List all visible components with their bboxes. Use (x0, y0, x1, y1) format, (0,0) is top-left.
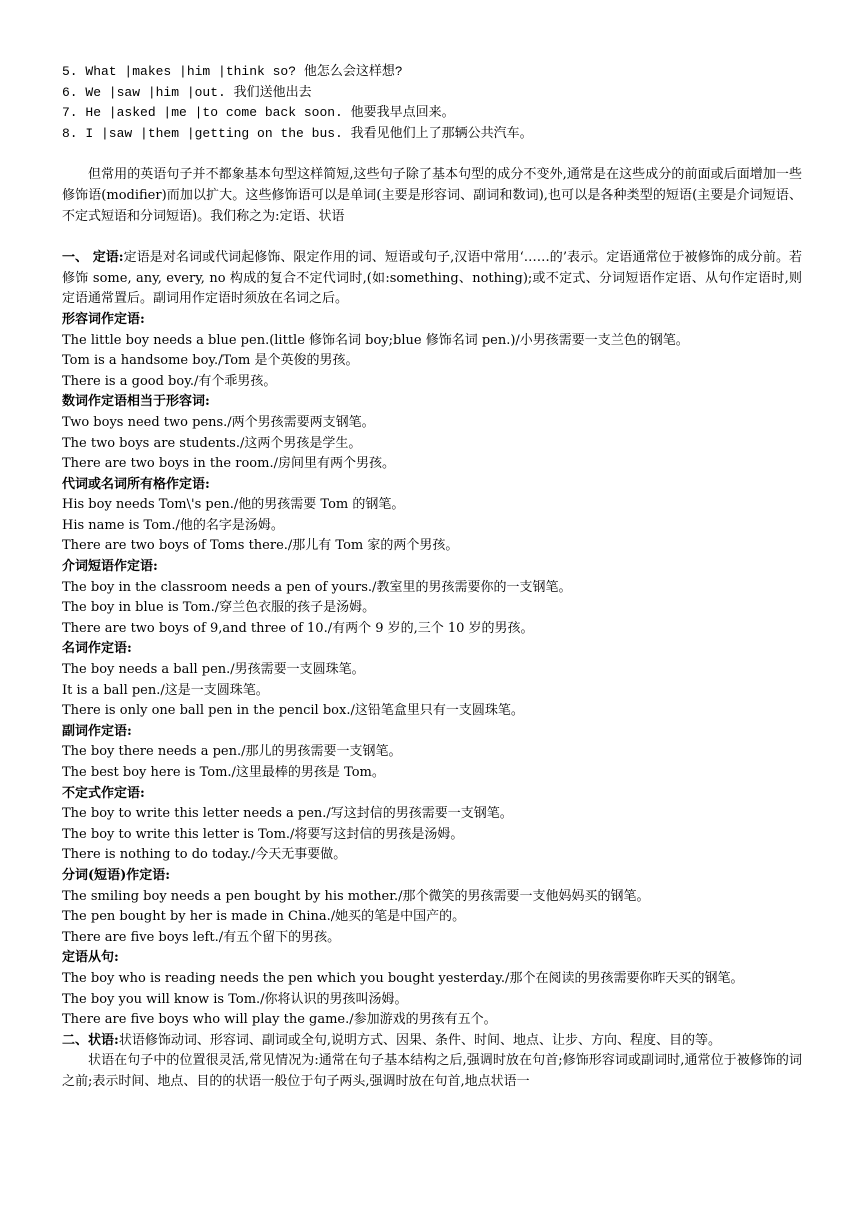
example-sentence: There is only one ball pen in the pencil box./这铅笔盒里只有一支圆珠笔。 (62, 703, 524, 719)
pattern-example: 6. We |saw |him |out. 我们送他出去 (62, 84, 312, 100)
example-sentence: The two boys are students./这两个男孩是学生。 (62, 435, 362, 451)
example-sentence: The boy in the classroom needs a pen of yours./教室里的男孩需要你的一支钢笔。 (62, 579, 572, 595)
example-sentence: The boy needs a ball pen./男孩需要一支圆珠笔。 (62, 662, 365, 678)
example-sentence: The boy in blue is Tom./穿兰色衣服的孩子是汤姆。 (62, 600, 376, 616)
attributive-group (62, 310, 802, 392)
group-title: 副词作定语: (62, 723, 132, 739)
example-sentence: The best boy here is Tom./这里最棒的男孩是 Tom。 (62, 765, 385, 780)
attributive-group (62, 639, 802, 721)
attributive-group (62, 392, 802, 474)
attributive-group (62, 557, 802, 639)
example-sentence: There are two boys in the room./房间里有两个男孩。 (62, 456, 395, 472)
example-sentence: The boy to write this letter is Tom./将要写这封信的男孩是汤姆。 (62, 826, 464, 842)
pattern-example: 8. I |saw |them |getting on the bus. 我看见他们上了那辆公共汽车。 (62, 125, 533, 141)
example-sentence: The boy you will know is Tom./你将认识的男孩叫汤姆。 (62, 991, 408, 1007)
attributive-group (62, 722, 802, 784)
example-sentence: His name is Tom./他的名字是汤姆。 (62, 517, 284, 533)
section-heading: 二、状语: (62, 1032, 119, 1048)
attributive-group (62, 866, 802, 948)
example-sentence: There are five boys who will play the game./参加游戏的男孩有五个。 (62, 1012, 497, 1028)
pattern-example: 5. What |makes |him |think so? 他怎么会这样想? (62, 64, 403, 79)
example-sentence: His boy needs Tom\'s pen./他的男孩需要 Tom 的钢笔。 (62, 497, 405, 513)
example-sentence: The boy who is reading needs the pen which you bought yesterday./那个在阅读的男孩需要你昨天买的钢笔。 (62, 970, 744, 986)
section-heading: 一、 定语: (62, 250, 124, 266)
example-sentence: There are five boys left./有五个留下的男孩。 (62, 929, 341, 945)
group-title: 代词或名词所有格作定语: (62, 476, 210, 492)
group-title: 形容词作定语: (62, 311, 145, 327)
section-text: 状语修饰动词、形容词、副词或全句,说明方式、因果、条件、时间、地点、让步、方向、程度、目的等。 (118, 1032, 721, 1048)
section-text: 定语是对名词或代词起修饰、限定作用的词、短语或句子,汉语中常用‘……的’表示。定语通常位于被修饰的成分前。若修饰 some, any, every, no 构成的复合不定代词时,(如:something、nothing);或不定式、分词短语作定语、从句作定语时,则定语通常置后。副词用作定语时须放在名词之后。 (62, 250, 803, 307)
attributive-group (62, 475, 802, 557)
group-title: 介词短语作定语: (62, 559, 158, 575)
example-sentence: Tom is a handsome boy./Tom 是个英俊的男孩。 (62, 353, 359, 369)
adverbial-paragraph: 状语在句子中的位置很灵活,常见情况为:通常在句子基本结构之后,强调时放在句首;修饰形容词或副词时,通常位于被修饰的词之前;表示时间、地点、目的的状语一般位于句子两头,强调时放在句首,地点状语一 (62, 1053, 802, 1089)
group-title: 名词作定语: (62, 641, 132, 657)
pattern-example: 7. He |asked |me |to come back soon. 他要我早点回来。 (62, 105, 455, 121)
example-sentence: The little boy needs a blue pen.(little 修饰名词 boy;blue 修饰名词 pen.)/小男孩需要一支兰色的钢笔。 (62, 332, 689, 348)
example-sentence: Two boys need two pens./两个男孩需要两支钢笔。 (62, 414, 375, 430)
group-title: 分词(短语)作定语: (62, 867, 171, 883)
example-sentence: There are two boys of Toms there./那儿有 Tom 家的两个男孩。 (62, 538, 459, 554)
pattern-example-list (62, 62, 802, 144)
example-sentence: There is a good boy./有个乖男孩。 (62, 373, 277, 389)
example-sentence: It is a ball pen./这是一支圆珠笔。 (62, 682, 269, 698)
intro-paragraph: 但常用的英语句子并不都象基本句型这样简短,这些句子除了基本句型的成分不变外,通常是在这些成分的前面或后面增加一些修饰语(modifier)而加以扩大。这些修饰语可以是单词(主要是形容词、副词和数词),也可以是各种类型的短语(主要是介词短语、不定式短语和分词短语)。我们称之为:定语、状语 (62, 167, 802, 224)
example-sentence: The boy there needs a pen./那儿的男孩需要一支钢笔。 (62, 744, 402, 760)
example-sentence: The pen bought by her is made in China./她买的笔是中国产的。 (62, 909, 466, 925)
example-sentence: The boy to write this letter needs a pen./写这封信的男孩需要一支钢笔。 (62, 806, 513, 822)
group-title: 定语从句: (62, 950, 119, 966)
section-attributive (62, 248, 802, 310)
group-title: 数词作定语相当于形容词: (62, 394, 210, 410)
attributive-group (62, 948, 802, 1030)
section-adverbial (62, 1031, 802, 1052)
attributive-group (62, 784, 802, 866)
example-sentence: The smiling boy needs a pen bought by his mother./那个微笑的男孩需要一支他妈妈买的钢笔。 (62, 888, 650, 904)
group-title: 不定式作定语: (62, 785, 145, 801)
example-sentence: There is nothing to do today./今天无事要做。 (62, 847, 347, 863)
example-sentence: There are two boys of 9,and three of 10./有两个 9 岁的,三个 10 岁的男孩。 (62, 620, 534, 636)
document-page (62, 62, 802, 1093)
